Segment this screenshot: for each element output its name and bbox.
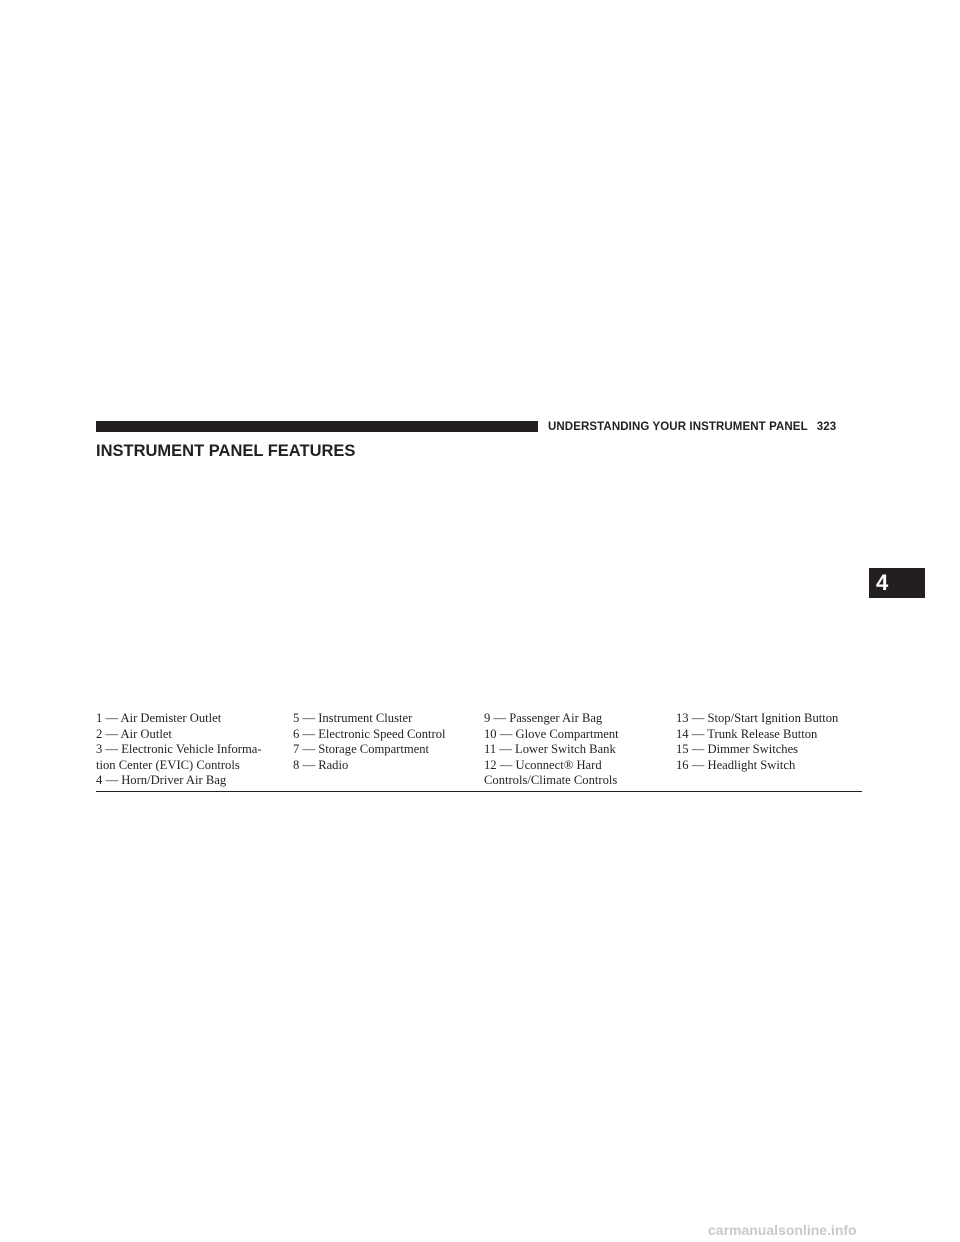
running-title: UNDERSTANDING YOUR INSTRUMENT PANEL bbox=[548, 421, 808, 433]
legend-item: 6 — Electronic Speed Control bbox=[293, 726, 446, 741]
page-number: 323 bbox=[816, 421, 837, 433]
watermark: carmanualsonline.info bbox=[708, 1222, 857, 1238]
running-header bbox=[548, 419, 836, 435]
legend-item: 5 — Instrument Cluster bbox=[293, 711, 413, 725]
legend-divider bbox=[96, 791, 862, 792]
legend-item: 11 — Lower Switch Bank bbox=[484, 742, 616, 757]
legend-item: 9 — Passenger Air Bag bbox=[484, 711, 603, 725]
legend-column-4 bbox=[676, 711, 838, 773]
legend-column-3 bbox=[484, 711, 619, 789]
legend-item: 7 — Storage Compartment bbox=[293, 742, 430, 757]
legend-column-2 bbox=[293, 711, 446, 773]
legend-item: 4 — Horn/Driver Air Bag bbox=[96, 773, 227, 788]
legend-item: Controls/Climate Controls bbox=[484, 773, 618, 788]
legend-item: 1 — Air Demister Outlet bbox=[96, 711, 222, 725]
legend-item: 3 — Electronic Vehicle Informa- bbox=[96, 742, 262, 757]
header-rule-bar bbox=[96, 421, 538, 432]
section-title: INSTRUMENT PANEL FEATURES bbox=[96, 442, 356, 460]
legend-item: 15 — Dimmer Switches bbox=[676, 742, 799, 757]
legend-item: 12 — Uconnect® Hard bbox=[484, 757, 602, 772]
chapter-tab: 4 bbox=[869, 568, 925, 598]
legend-item: 2 — Air Outlet bbox=[96, 726, 172, 741]
legend-item: 13 — Stop/Start Ignition Button bbox=[676, 711, 839, 725]
legend-item: 14 — Trunk Release Button bbox=[676, 726, 818, 741]
legend-column-1 bbox=[96, 711, 262, 789]
legend-item: 10 — Glove Compartment bbox=[484, 726, 619, 741]
legend-item: 16 — Headlight Switch bbox=[676, 757, 796, 772]
legend-item: 8 — Radio bbox=[293, 757, 349, 772]
legend-item: tion Center (EVIC) Controls bbox=[96, 757, 240, 772]
